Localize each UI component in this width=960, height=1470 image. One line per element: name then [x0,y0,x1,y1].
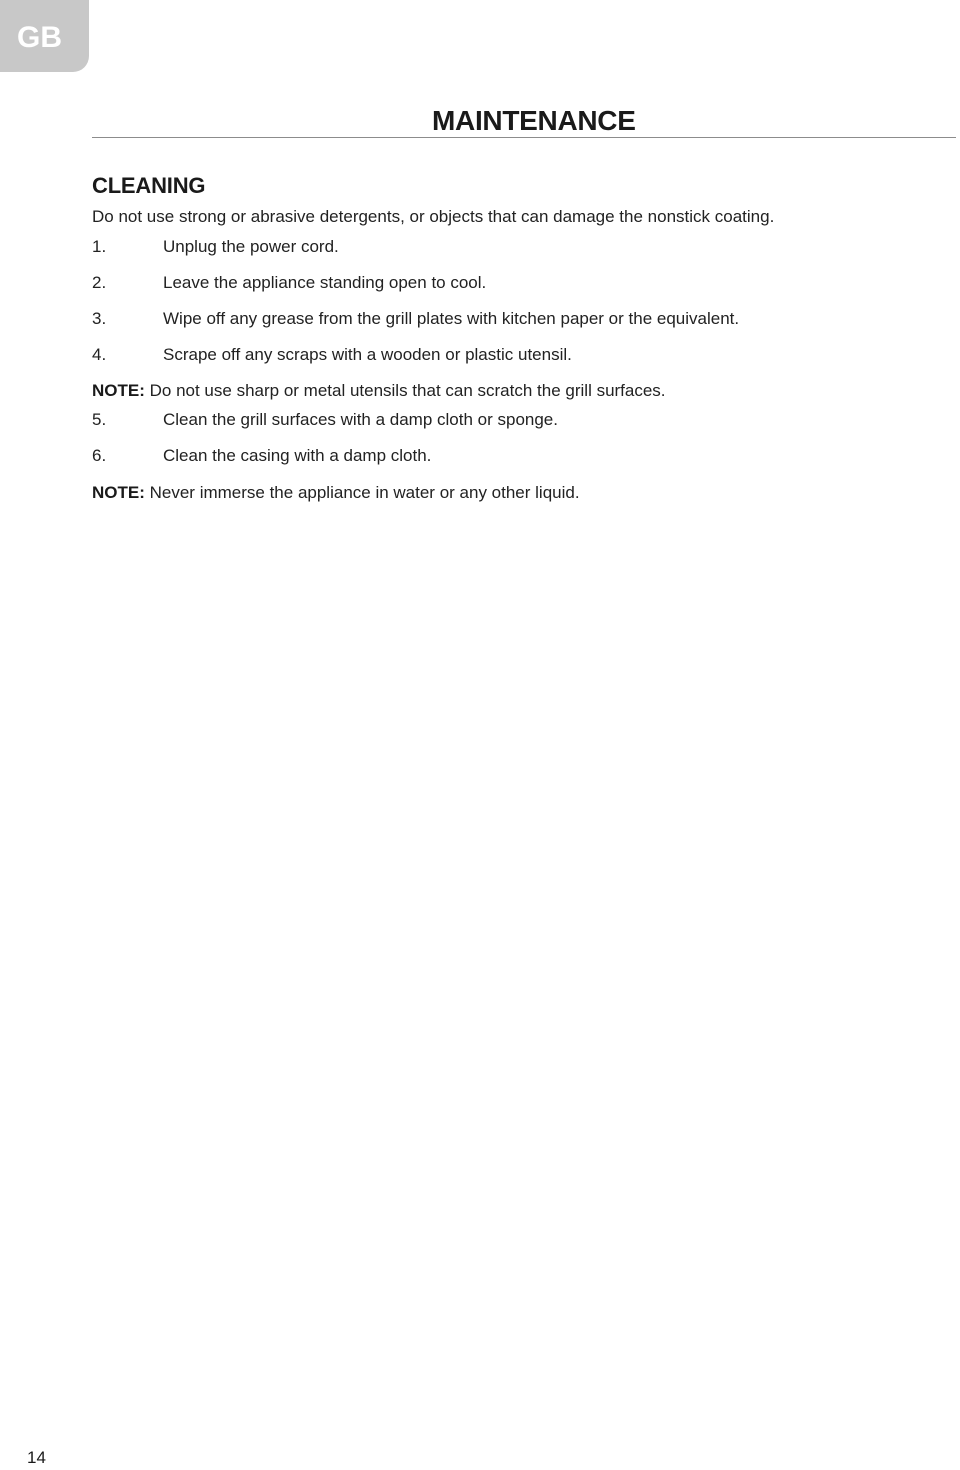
step-item [92,408,558,432]
note-label: NOTE: [92,381,145,400]
intro-text: Do not use strong or abrasive detergents, or objects that can damage the nonstick coating. [92,207,775,226]
step-item [92,444,431,468]
section-heading: CLEANING [92,173,206,198]
note-label: NOTE: [92,483,145,502]
page-number: 14 [27,1448,46,1467]
step-number: 3. [92,309,107,328]
step-text: Leave the appliance standing open to cool. [163,273,487,292]
step-item [92,343,572,367]
step-number: 2. [92,273,107,292]
step-item [92,235,339,259]
step-number: 1. [92,237,107,256]
page-title: MAINTENANCE [432,105,636,136]
step-text: Wipe off any grease from the grill plates with kitchen paper or the equivalent. [163,309,740,328]
step-number: 4. [92,345,107,364]
note-item [92,481,580,505]
step-item [92,271,486,295]
step-item [92,307,739,331]
step-text: Scrape off any scraps with a wooden or plastic utensil. [163,345,572,364]
step-text: Clean the grill surfaces with a damp cloth or sponge. [163,410,558,429]
note-item [92,379,666,403]
step-number: 6. [92,446,107,465]
language-tab: GB [0,0,89,72]
step-text: Unplug the power cord. [163,237,339,256]
title-divider [92,137,956,138]
step-text: Clean the casing with a damp cloth. [163,446,432,465]
note-text: Never immerse the appliance in water or any other liquid. [149,483,580,502]
note-text: Do not use sharp or metal utensils that can scratch the grill surfaces. [149,381,666,400]
step-number: 5. [92,410,107,429]
